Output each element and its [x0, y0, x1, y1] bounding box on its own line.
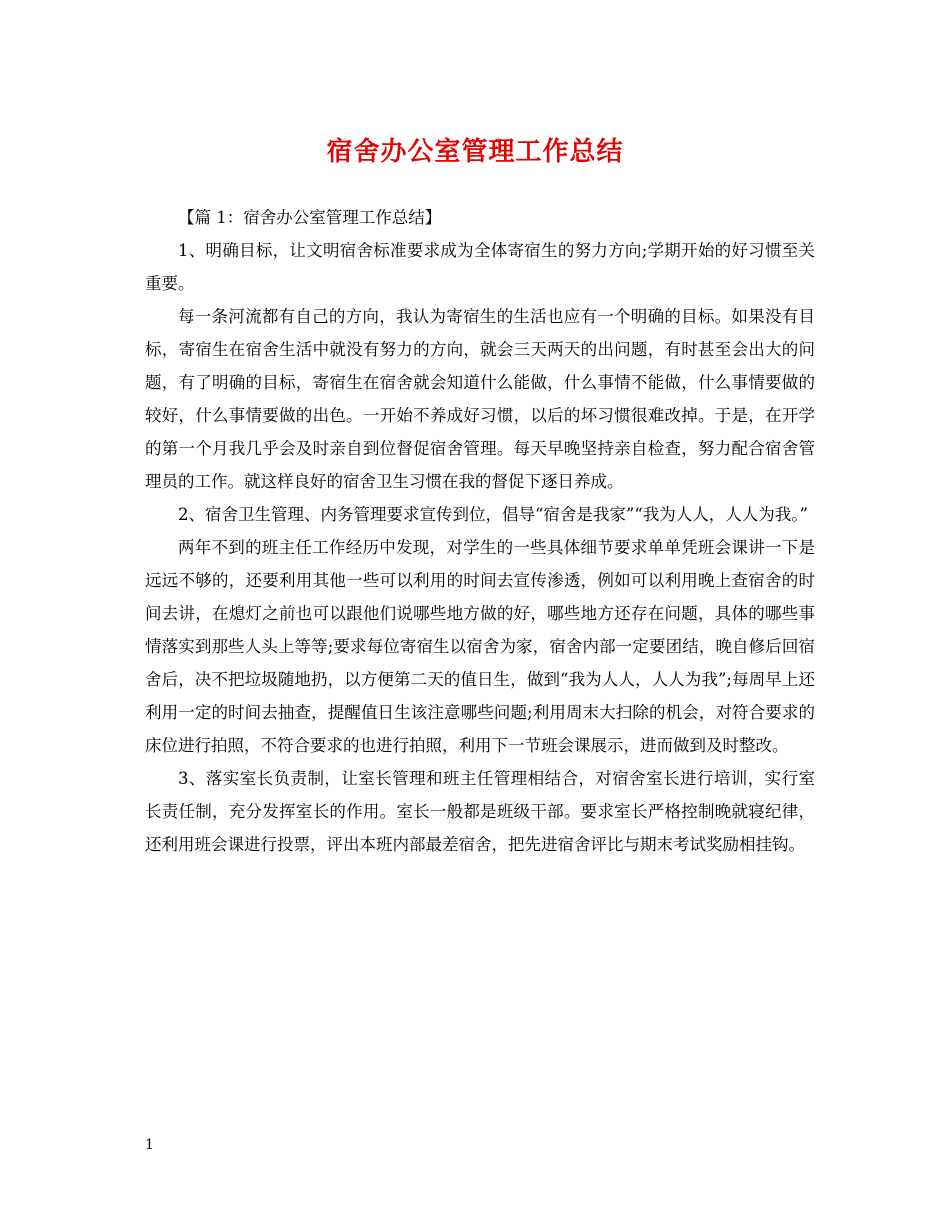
paragraph: 两年不到的班主任工作经历中发现，对学生的一些具体细节要求单单凭班会课讲一下是远远不够的，还要利用其他一些可以利用的时间去宣传渗透，例如可以利用晚上查宿舍的时间去讲，在熄灯之前也可以跟他们说哪些地方做的好，哪些地方还存在问题，具体的哪些事情落实到那些人头上等等;要求每位寄宿生以宿舍为家，宿舍内部一定要团结，晚自修后回宿舍后，决不把垃圾随地扔，以方便第二天的值日生，做到“我为人人，人人为我”;每周早上还利用一定的时间去抽查，提醒值日生该注意哪些问题;利用周末大扫除的机会，对符合要求的床位进行拍照，不符合要求的也进行拍照，利用下一节班会课展示，进而做到及时整改。: [145, 538, 815, 755]
paragraph: 每一条河流都有自己的方向，我认为寄宿生的生活也应有一个明确的目标。如果没有目标，寄宿生在宿舍生活中就没有努力的方向，就会三天两天的出问题，有时甚至会出大的问题，有了明确的目标，寄宿生在宿舍就会知道什么能做，什么事情不能做，什么事情要做的较好，什么事情要做的出色。一开始不养成好习惯，以后的坏习惯很难改掉。于是，在开学的第一个月我几乎会及时亲自到位督促宿舍管理。每天早晚坚持亲自检查，努力配合宿舍管理员的工作。就这样良好的宿舍卫生习惯在我的督促下逐日养成。: [145, 307, 815, 491]
document-title: 宿舍办公室管理工作总结: [326, 137, 624, 167]
page-number: 1: [145, 1137, 154, 1153]
paragraph: 1、明确目标，让文明宿舍标准要求成为全体寄宿生的努力方向;学期开始的好习惯至关重要。: [145, 241, 815, 293]
section-heading: 【篇 1：宿舍办公室管理工作总结】: [178, 208, 442, 227]
paragraph: 2、宿舍卫生管理、内务管理要求宣传到位，倡导“宿舍是我家”“我为人人，人人为我。”: [178, 505, 808, 524]
paragraph: 3、落实室长负责制，让室长管理和班主任管理相结合，对宿舍室长进行培训，实行室长责任制，充分发挥室长的作用。室长一般都是班级干部。要求室长严格控制晚就寝纪律，还利用班会课进行投票，评出本班内部最差宿舍，把先进宿舍评比与期末考试奖励相挂钩。: [145, 769, 815, 854]
document-body: [145, 201, 815, 861]
